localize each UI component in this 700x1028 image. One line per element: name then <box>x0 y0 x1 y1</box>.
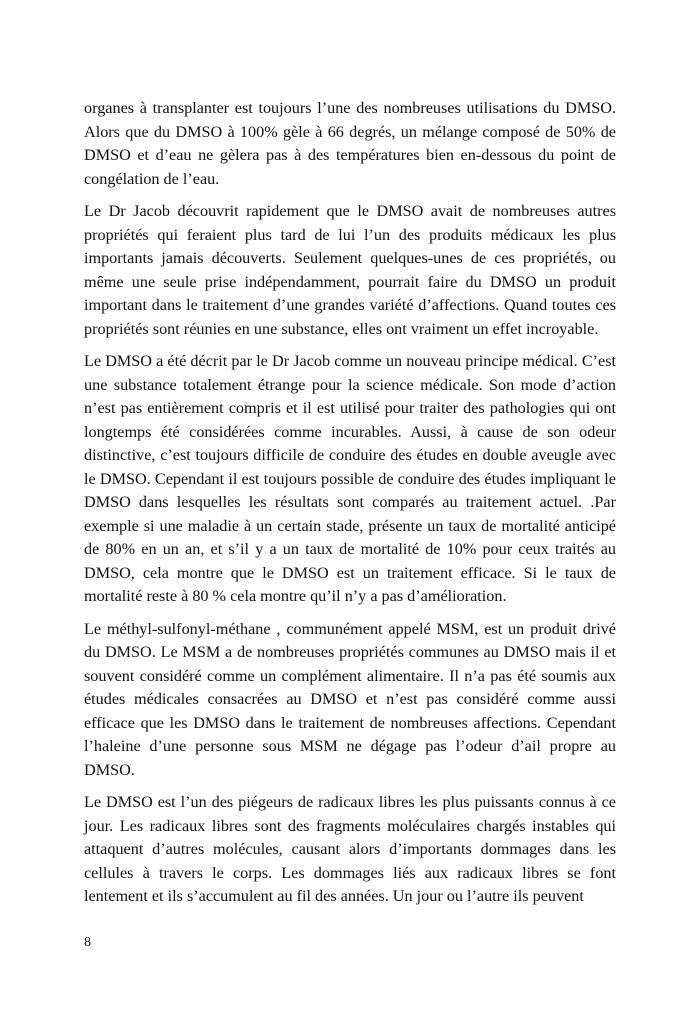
paragraph-1: organes à transplanter est toujours l’une des nombreuses utilisations du DMSO. Alors que du DMSO à 100% gèle à 66 degrés, un mélange composé de 50% de DMSO et d’eau ne gèlera pas à des températures bien en-dessous du point de congélation de l’eau. <box>84 99 616 188</box>
page-number: 8 <box>84 935 91 950</box>
paragraph-2: Le Dr Jacob découvrit rapidement que le DMSO avait de nombreuses autres propriétés qui feraient plus tard de lui l’un des produits médicaux les plus importants jamais découverts. Seulement quelques-unes de ces propriétés, ou même une seule prise indépendamment, pourrait faire du DMSO un produit important dans le traitement d’une grandes variété d’affections. Quand toutes ces propriétés sont réunies en une substance, elles ont vraiment un effet incroyable. <box>84 202 616 338</box>
paragraph-4: Le méthyl-sulfonyl-méthane , communément appelé MSM, est un produit drivé du DMSO. Le MSM a de nombreuses propriétés communes au DMSO mais il et souvent considéré comme un complément alimentaire. Il n’a pas été soumis aux études médicales consacrées au DMSO et n’est pas considéré comme aussi efficace que les DMSO dans le traitement de nombreuses affections. Cependant l’haleine d’une personne sous MSM ne dégage pas l’odeur d’ail propre au DMSO. <box>84 619 616 779</box>
paragraph-3: Le DMSO a été décrit par le Dr Jacob comme un nouveau principe médical. C’est une substance totalement étrange pour la science médicale. Son mode d’action n’est pas entièrement compris et il est utilisé pour traiter des pathologies qui ont longtemps été considérées comme incurables. Aussi, à cause de son odeur distinctive, c’est toujours difficile de conduire des études en double aveugle avec le DMSO. Cependant il est toujours possible de conduire des études impliquant le DMSO dans lesquelles les résultats sont comparés au traitement actuel. .Par exemple si une maladie à un certain stade, présente un taux de mortalité anticipé de 80% en un an, et s’il y a un taux de mortalité de 10% pour ceux traités au DMSO, cela montre que le DMSO est un traitement efficace. Si le taux de mortalité reste à 80 % cela montre qu’il n’y a pas d’amélioration. <box>84 352 616 605</box>
paragraph-5: Le DMSO est l’un des piégeurs de radicaux libres les plus puissants connus à ce jour. Les radicaux libres sont des fragments moléculaires chargés instables qui attaquent d’autres molécules, causant alors d’importants dommages dans les cellules à travers le corps. Les dommages liés aux radicaux libres se font lentement et ils s’accumulent au fil des années. Un jour ou l’autre ils peuvent <box>84 793 616 905</box>
body-text <box>84 97 616 918</box>
